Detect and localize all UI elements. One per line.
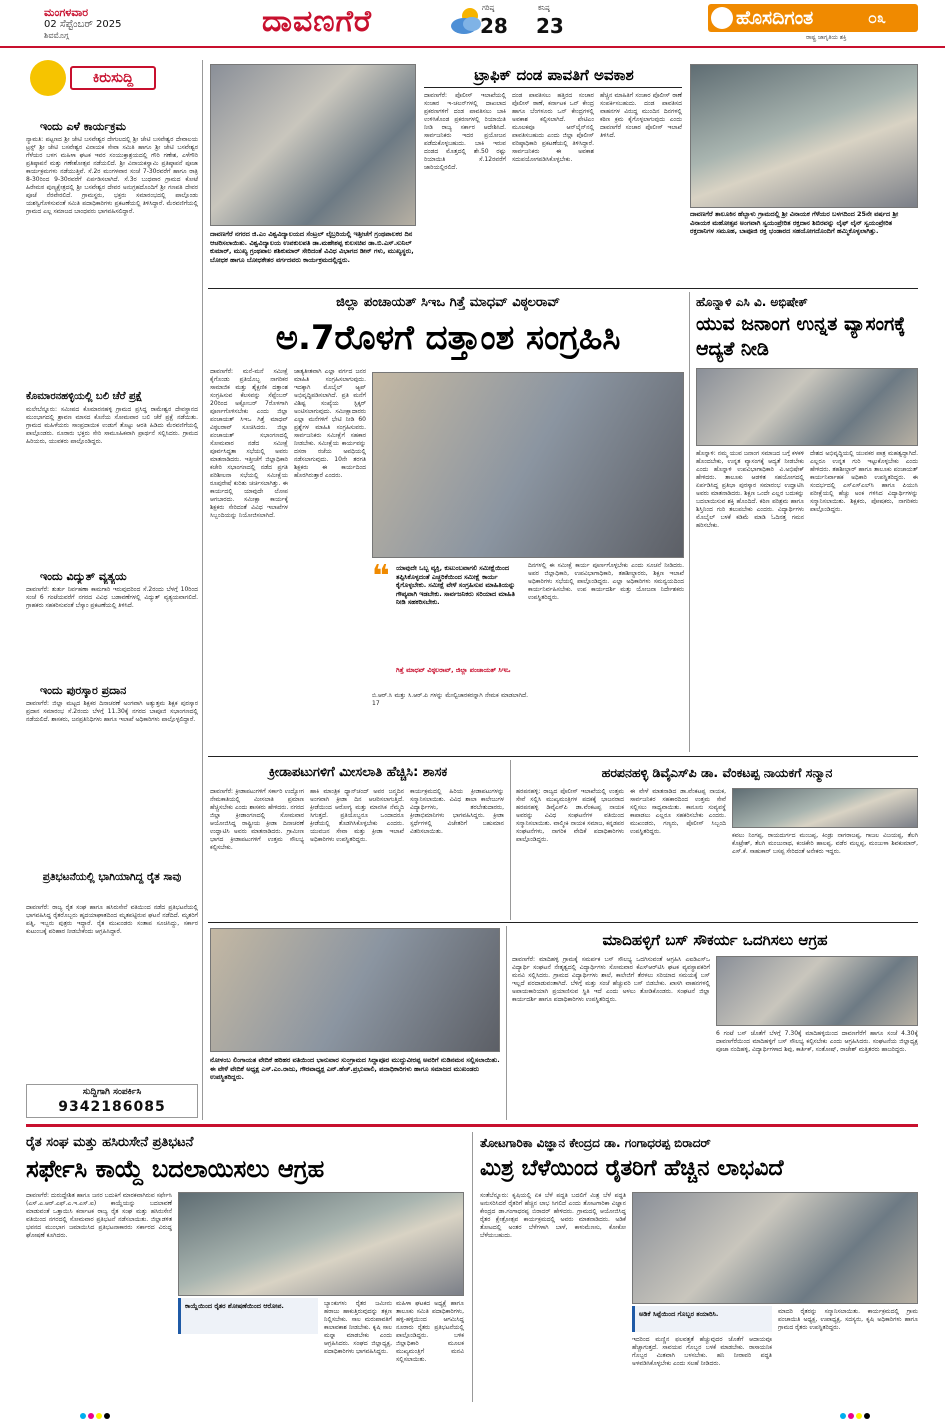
traffic-col-1: ದಾವಣಗೆರೆ: ಪೊಲೀಸ್ ಇಲಾಖೆಯಲ್ಲಿ ಸಂಚಾರ ಇ-ಚಲನ್‌ಗಳಲ್ಲಿ ದಾಖಲಾದ ಪ್ರಕರಣಗಳಿಗೆ ದಂಡ ಪಾವತಿಸಲು ಬಾಕಿ ಉಳಿಸಿಕೊಂಡ ಪ್ರಕರಣಗಳಲ್ಲಿ ರಿಯಾಯಿತಿ ನೀಡಿ ರಾಜ್ಯ ಸರ್ಕಾರ ಆದೇಶಿಸಿದೆ. ಸಾರ್ವಜನಿಕರು ಇದರ ಪ್ರಯೋಜನ ಪಡೆದುಕೊಳ್ಳಬಹುದು. ಬಾಕಿ ಇರುವ ದಂಡದ ಮೊತ್ತದಲ್ಲಿ ಶೇ.50 ರಷ್ಟು ರಿಯಾಯಿತಿ ಸೆ.12ರವರೆಗೆ ಜಾರಿಯಲ್ಲಿರಲಿದೆ.	[424, 92, 506, 171]
blood-donation-caption: ದಾವಣಗೆರೆ ತಾಲೂಕಿನ ಹೆಬ್ಬಾಳು ಗ್ರಾಮದಲ್ಲಿ ಶ್ರೀ ವಿನಾಯಕ ಗೆಳೆಯರ ಬಳಗದಿಂದ 25ನೇ ವರ್ಷದ ಶ್ರೀ ವಿನಾಯಕ ಮಹೋತ್ಸವ ಅಂಗವಾಗಿ ಸ್ವಯಂಪ್ರೇರಿತ ರಕ್ತದಾನ ಶಿಬಿರವನ್ನು ಲೈಫ್ ಲೈನ್ ಸ್ವಯಂಪ್ರೇರಿತ ರಕ್ತದಾನಿಗಳ ಸಮೂಹ, ಬಾಪೂಜಿ ರಕ್ತ ಭಂಡಾರದ ಸಹಯೋಗದೊಂದಿಗೆ ಹಮ್ಮಿಕೊಳ್ಳಲಾಗಿತ್ತು.	[690, 210, 899, 235]
sports-col-2: ಹಾಕಿ ಮಾಂತ್ರಿಕ ಧ್ಯಾನ್‌ಚಂದ್ ಅವರ ಜನ್ಮದಿನ ಅಂಗವಾಗಿ ಕ್ರೀಡಾ ದಿನ ಆಚರಿಸಲಾಗುತ್ತಿದೆ. ಕ್ರೀಡೆಯಿಂದ ಆರೋಗ್ಯ ಮತ್ತು ಮಾನಸಿಕ ನೆಮ್ಮದಿ ಸಿಗುತ್ತದೆ. ಪ್ರತಿಯೊಬ್ಬರೂ ಒಂದಾದರೂ ಕ್ರೀಡೆಯಲ್ಲಿ ತೊಡಗಿಸಿಕೊಳ್ಳಬೇಕು ಎಂದರು. ಯುವಜನ ಸೇವಾ ಮತ್ತು ಕ್ರೀಡಾ ಇಲಾಖೆ ಅಧಿಕಾರಿಗಳು ಉಪಸ್ಥಿತರಿದ್ದರು.	[310, 788, 404, 843]
sports-headline: ಕ್ರೀಡಾಪಟುಗಳಿಗೆ ಮೀಸಲಾತಿ ಹೆಚ್ಚಿಸಿ: ಶಾಸಕ	[268, 765, 448, 780]
lead-kicker: ಜಿಲ್ಲಾ ಪಂಚಾಯತ್ ಸಿಇಒ ಗಿತ್ತೆ ಮಾಧವ್ ವಿಠ್ಠಲರಾವ್	[336, 295, 560, 310]
brief-3-body: ದಾವಣಗೆರೆ: ತುರ್ತು ನಿರ್ವಹಣಾ ಕಾಮಗಾರಿ ಇರುವುದರಿಂದ ಸೆ.2ರಂದು ಬೆಳಗ್ಗೆ 10ರಿಂದ ಸಂಜೆ 6 ಗಂಟೆಯವರೆಗೆ ನಗರದ ವಿವಿಧ ಬಡಾವಣೆಗಳಲ್ಲಿ ವಿದ್ಯುತ್ ವ್ಯತ್ಯಯವಾಗಲಿದೆ. ಗ್ರಾಹಕರು ಸಹಕರಿಸುವಂತೆ ಬೆಸ್ಕಾಂ ಪ್ರಕಟಣೆಯಲ್ಲಿ ತಿಳಿಸಿದೆ.	[26, 586, 198, 609]
horticulture-photo	[632, 1192, 918, 1304]
edition-title: ದಾವಣಗೆರೆ	[262, 4, 372, 39]
lead-quote-author: ಗಿತ್ತೆ ಮಾಧವ್ ವಿಠ್ಠಲರಾವ್, ಜಿಲ್ಲಾ ಪಂಚಾಯತ್ ಸಿಇಒ	[396, 666, 511, 674]
lower-row-rule	[208, 922, 918, 923]
traffic-col-3: ಹೆಚ್ಚಿನ ಮಾಹಿತಿಗೆ ಸಂಚಾರ ಪೊಲೀಸ್ ಠಾಣೆ ಸಂಪರ್ಕಿಸಬಹುದು. ದಂಡ ಪಾವತಿಸದ ವಾಹನಗಳ ವಿರುದ್ಧ ಮುಂದಿನ ದಿನಗಳಲ್ಲಿ ಕಠಿಣ ಕ್ರಮ ಕೈಗೊಳ್ಳಲಾಗುವುದು ಎಂದು ದಾವಣಗೆರೆ ಸಂಚಾರ ಪೊಲೀಸ್ ಇಲಾಖೆ ತಿಳಿಸಿದೆ.	[600, 92, 682, 139]
horticulture-headline: ಮಿಶ್ರ ಬೆಳೆಯಿಂದ ರೈತರಿಗೆ ಹೆಚ್ಚಿನ ಲಾಭವಿದೆ	[480, 1156, 784, 1181]
lead-meeting-photo	[372, 372, 684, 558]
brief-2-head: ಕೊಮಾರನಹಳ್ಳಿಯಲ್ಲಿ ಬಲಿ ಚೆರೆ ಪ್ರಕ್ಷೆ	[26, 391, 143, 402]
honnali-headline: ಯುವ ಜನಾಂಗ ಉನ್ನತ ವ್ಯಾಸಂಗಕ್ಕೆ ಆದ್ಯತೆ ನೀಡಿ	[696, 313, 906, 360]
horticulture-col-3: ಮಾದರಿ ರೈತರನ್ನು ಸನ್ಮಾನಿಸಲಾಯಿತು. ಕಾರ್ಯಕ್ರಮದಲ್ಲಿ ಗ್ರಾಮ ಪಂಚಾಯಿತಿ ಅಧ್ಯಕ್ಷ, ಉಪಾಧ್ಯಕ್ಷ, ಸದಸ್ಯರು, ಕೃಷಿ ಅಧಿಕಾರಿಗಳು ಹಾಗೂ ಗ್ರಾಮದ ರೈತರು ಉಪಸ್ಥಿತರಿದ್ದರು.	[778, 1308, 918, 1331]
farmers-kicker: ರೈತ ಸಂಘ ಮತ್ತು ಹಸಿರುಸೇನೆ ಪ್ರತಿಭಟನೆ	[26, 1135, 194, 1150]
harapanahalli-photo	[732, 788, 918, 828]
contact-phone: 9342186085	[58, 1099, 166, 1115]
bus-caption: 6 ಗಂಟೆ ಬಸ್ ಜೊತೆಗೆ ಬೆಳಗ್ಗೆ 7.30ಕ್ಕೆ ಮಾದಿಹಳ್ಳಿಯಿಂದ ದಾವಣಗೆರೆಗೆ ಹಾಗೂ ಸಂಜೆ 4.30ಕ್ಕೆ ದಾವಣಗೆರೆಯಿಂದ ಮಾದಿಹಳ್ಳಿಗೆ ಬಸ್ ಸೌಲಭ್ಯ ಕಲ್ಪಿಸಬೇಕು ಎಂದು ಆಗ್ರಹಿಸಿದರು. ಸಂಘಟನೆಯ ಜಿಲ್ಲಾಧ್ಯಕ್ಷ ಪೂಜಾ ನಂದಿಹಳ್ಳಿ, ವಿದ್ಯಾರ್ಥಿಗಳಾದ ಶಿವು, ಕಾರ್ತಿಕ್, ಸಂತೋಷ್, ರಾಜೇಶ್ ಮತ್ತಿತರರು ಹಾಜರಿದ್ದರು.	[716, 1030, 918, 1053]
bottom-divider	[472, 1132, 473, 1402]
min-temp-label: ಕನಿಷ್ಠ	[538, 4, 550, 12]
horticulture-photo-label-text: ಅಡಿಕೆ ಸಿಪ್ಪೆಯಿಂದ ಗೊಬ್ಬರ ತಯಾರಿಸಿ.	[639, 1310, 719, 1318]
traffic-rule	[424, 87, 682, 88]
masthead	[0, 0, 945, 48]
lead-tail: ಬಿ.ಆರ್.ಸಿ ಮತ್ತು ಸಿ.ಆರ್.ಪಿ ಗಳನ್ನು ಮೇಲ್ವಿಚಾರಕರನ್ನಾಗಿ ನೇಮಕ ಮಾಡಲಾಗಿದೆ. 17	[372, 692, 528, 707]
paper-name: ಹೊಸದಿಗಂತ	[736, 7, 814, 29]
brief-5-head: ಪ್ರತಿಭಟನೆಯಲ್ಲಿ ಭಾಗಿಯಾಗಿದ್ದ ರೈತ ಸಾವು	[42, 871, 182, 883]
harapanahalli-col-1: ಹರಪನಹಳ್ಳಿ: ರಾಜ್ಯದ ಪೊಲೀಸ್ ಇಲಾಖೆಯಲ್ಲಿ ಉತ್ತಮ ಸೇವೆ ಸಲ್ಲಿಸಿ ಮುಖ್ಯಮಂತ್ರಿಗಳ ಪದಕಕ್ಕೆ ಭಾಜನರಾದ ಹರಪನಹಳ್ಳಿ ಡಿವೈಎಸ್‌ಪಿ ಡಾ.ವೆಂಕಟಪ್ಪ ನಾಯಕ ಅವರನ್ನು ವಿವಿಧ ಸಂಘಟನೆಗಳ ವತಿಯಿಂದ ಸನ್ಮಾನಿಸಲಾಯಿತು. ವಾಲ್ಮೀಕಿ ನಾಯಕ ಸಮಾಜ, ಕನ್ನಡಪರ ಸಂಘಟನೆಗಳು, ನಾಗರಿಕ ವೇದಿಕೆ ಪದಾಧಿಕಾರಿಗಳು ಪಾಲ್ಗೊಂಡಿದ್ದರು.	[516, 788, 624, 843]
traffic-headline: ಟ್ರಾಫಿಕ್ ದಂಡ ಪಾವತಿಗೆ ಅವಕಾಶ	[474, 66, 634, 84]
brief-4-body: ದಾವಣಗೆರೆ: ಜಿಲ್ಲಾ ಮಟ್ಟದ ಶಿಕ್ಷಕರ ದಿನಾಚರಣೆ ಅಂಗವಾಗಿ ಅತ್ಯುತ್ತಮ ಶಿಕ್ಷಕ ಪುರಸ್ಕಾರ ಪ್ರದಾನ ಸಮಾರಂಭ ಸೆ.2ರಂದು ಬೆಳಗ್ಗೆ 11.30ಕ್ಕೆ ನಗರದ ಬಾಪೂಜಿ ಸಭಾಂಗಣದಲ್ಲಿ ನಡೆಯಲಿದೆ. ಶಾಸಕರು, ಜನಪ್ರತಿನಿಧಿಗಳು ಹಾಗೂ ಇಲಾಖೆ ಅಧಿಕಾರಿಗಳು ಪಾಲ್ಗೊಳ್ಳಲಿದ್ದಾರೆ.	[26, 700, 198, 723]
lead-headline: ಅ.7ರೊಳಗೆ ದತ್ತಾಂಶ ಸಂಗ್ರಹಿಸಿ	[275, 318, 621, 358]
sidebar-briefs	[26, 58, 198, 1118]
harapanahalli-col-3: ಕವಲು ನಿಂಗಪ್ಪ, ರಾಯದುರ್ಗದ ಮಂಜಪ್ಪ, ಕಿಂಡ್ರು ನಾಗರಾಜಪ್ಪ, ಗಾಜಲ ವಿಜಯಪ್ಪ, ತೆಲಗಿ ಕೊಟ್ರೇಶ್, ತೆಲಗಿ ಮಂಜುನಾಥ, ಕಂಚಿಕೇರಿ ಹಾಲಪ್ಪ, ವಡೆರ ಮಲ್ಲಪ್ಪ, ಮಂಜುಳಾ ಶಿವಕುಮಾರ್, ಎಸ್.ಕೆ. ಸಾಹುಕಾರ್ ಬಸಪ್ಪ ಸೇರಿದಂತೆ ಅನೇಕರು ಇದ್ದರು.	[732, 832, 918, 855]
blood-donation-photo	[690, 64, 918, 208]
logo-emblem-icon	[711, 7, 733, 29]
mid-row-rule	[208, 756, 918, 757]
bus-body: ದಾವಣಗೆರೆ: ಮಾದಿಹಳ್ಳಿ ಗ್ರಾಮಕ್ಕೆ ಸಮರ್ಪಕ ಬಸ್ ಸೌಲಭ್ಯ ಒದಗಿಸುವಂತೆ ಆಗ್ರಹಿಸಿ ಎಐಡಿಎಸ್ಒ ವಿದ್ಯಾರ್ಥಿ ಸಂಘಟನೆ ನೇತೃತ್ವದಲ್ಲಿ ವಿದ್ಯಾರ್ಥಿಗಳು ಸೋಮವಾರ ಕೆಎಸ್ಆರ್‌ಟಿಸಿ ಘಟಕ ವ್ಯವಸ್ಥಾಪಕರಿಗೆ ಮನವಿ ಸಲ್ಲಿಸಿದರು. ಗ್ರಾಮದ ವಿದ್ಯಾರ್ಥಿಗಳು ಶಾಲೆ, ಕಾಲೇಜಿಗೆ ತೆರಳಲು ಸರಿಯಾದ ಸಮಯಕ್ಕೆ ಬಸ್ ಇಲ್ಲದೆ ಪರದಾಡುವಂತಾಗಿದೆ. ಬೆಳಿಗ್ಗೆ ಮತ್ತು ಸಂಜೆ ಹೆಚ್ಚುವರಿ ಬಸ್ ಬಿಡಬೇಕು. ಖಾಸಗಿ ವಾಹನಗಳಲ್ಲಿ ಅಪಾಯಕಾರಿಯಾಗಿ ಪ್ರಯಾಣಿಸುವ ಸ್ಥಿತಿ ಇದೆ ಎಂದು ಅಳಲು ತೋಡಿಕೊಂಡರು. ಸಂಘಟನೆ ಜಿಲ್ಲಾ ಕಾರ್ಯದರ್ಶಿ ಹಾಗೂ ಪದಾಧಿಕಾರಿಗಳು ಉಪಸ್ಥಿತರಿದ್ದರು.	[512, 956, 710, 1003]
brief-4-head: ಇಂದು ಪುರಸ್ಕಾರ ಪ್ರದಾನ	[40, 684, 127, 697]
bus-headline: ಮಾದಿಹಳ್ಳಿಗೆ ಬಸ್ ಸೌಕರ್ಯ ಒದಗಿಸಲು ಆಗ್ರಹ	[602, 931, 828, 949]
contact-box	[26, 1084, 198, 1118]
library-day-caption: ದಾವಣಗೆರೆ ನಗರದ ಜಿ.ಎಂ ವಿಶ್ವವಿದ್ಯಾಲಯದ ಸೆಂಟ್ರಲ್ ಲೈಬ್ರರಿಯಲ್ಲಿ ಇತ್ತೀಚೆಗೆ ಗ್ರಂಥಪಾಲಕರ ದಿನ ಆಚರಿಸಲಾಯಿತು. ವಿಶ್ವವಿದ್ಯಾಲಯ ಉಪಕುಲಪತಿ ಡಾ.ಮಹೇಶಪ್ಪ ಕುಲಸಚಿವ ಡಾ.ಬಿ.ಎಸ್.ಸುನಿಲ್ ಕುಮಾರ್, ಮುಖ್ಯ ಗ್ರಂಥಪಾಲ ಶಶಿಕುಮಾರ್ ಸೇರಿದಂತೆ ವಿವಿಧ ವಿಭಾಗದ ಡೀನ್ ಗಳು, ಮುಖ್ಯಸ್ಥರು, ಬೋಧಕ ಹಾಗೂ ಬೋಧಕೇತರ ವರ್ಗದವರು ಕಾರ್ಯಕ್ರಮದಲ್ಲಿದ್ದರು.	[210, 230, 414, 264]
farmers-col-2: ಬ್ಯಾಂಕುಗಳು ರೈತರ ಜಮೀನು ಹರಾಜು ಹಾಕುತ್ತಿರುವುದನ್ನು ತಕ್ಷಣ ನಿಲ್ಲಿಸಬೇಕು. ಸಾಲ ಮರುಪಾವತಿಗೆ ಕಾಲಾವಕಾಶ ನೀಡಬೇಕು. ಕೃಷಿ ಸಾಲ ಮನ್ನಾ ಮಾಡಬೇಕು ಎಂದು ಆಗ್ರಹಿಸಿದರು. ಸಂಘದ ಜಿಲ್ಲಾಧ್ಯಕ್ಷ, ಪದಾಧಿಕಾರಿಗಳು ಭಾಗವಹಿಸಿದ್ದರು.	[324, 1300, 392, 1355]
farmers-col-1: ದಾವಣಗೆರೆ: ದುರುದ್ದೇಶಿತ ಹಾಗೂ ಜನರ ಬದುಕಿಗೆ ಮಾರಕವಾಗಿರುವ ಸರ್ಫೇಸಿ (ಎಸ್.ಎ.ಆರ್.ಎಫ್.ಎ.ಇ.ಎಸ್.ಐ) ಕಾಯ್ದೆಯನ್ನು ಬದಲಾವಣೆ ಮಾಡುವಂತೆ ಒತ್ತಾಯಿಸಿ ಕರ್ನಾಟಕ ರಾಜ್ಯ ರೈತ ಸಂಘ ಮತ್ತು ಹಸಿರುಸೇನೆ ವತಿಯಿಂದ ನಗರದಲ್ಲಿ ಸೋಮವಾರ ಪ್ರತಿಭಟನೆ ನಡೆಸಲಾಯಿತು. ಜಿಲ್ಲಾಡಳಿತ ಭವನದ ಮುಂಭಾಗ ಜಮಾಯಿಸಿದ ಪ್ರತಿಭಟನಾಕಾರರು ಸರ್ಕಾರದ ವಿರುದ್ಧ ಘೋಷಣೆ ಕೂಗಿದರು.	[26, 1192, 172, 1239]
honnali-photo	[696, 368, 918, 446]
lead-col-2: ಜಾತ್ಯತೀತವಾಗಿ ಎಲ್ಲಾ ವರ್ಗದ ಜನರ ಮಾಹಿತಿ ಸಂಗ್ರಹಿಸಲಾಗುವುದು. ಇದಕ್ಕಾಗಿ ಮೊಬೈಲ್ ಆ್ಯಪ್ ಅಭಿವೃದ್ಧಿಪಡಿಸಲಾಗಿದೆ. ಪ್ರತಿ ಮನೆಗೆ ವಿಶಿಷ್ಟ ಸಂಖ್ಯೆಯ ಸ್ಟಿಕ್ಕರ್ ಅಂಟಿಸಲಾಗುವುದು. ಸಮೀಕ್ಷಾದಾರರು ಎಲ್ಲಾ ಮನೆಗಳಿಗೆ ಭೇಟಿ ನೀಡಿ 60 ಪ್ರಶ್ನೆಗಳ ಮಾಹಿತಿ ಸಂಗ್ರಹಿಸುವರು. ಸಾರ್ವಜನಿಕರು ಸಮೀಕ್ಷೆಗೆ ಸಹಕಾರ ನೀಡಬೇಕು. ಸಮೀಕ್ಷೆಯ ಕಾರ್ಯವನ್ನು ದಸರಾ ರಜೆಯ ಅವಧಿಯಲ್ಲಿ ನಡೆಸಲಾಗುವುದು. 10ನೇ ತರಗತಿ ಶಿಕ್ಷಕರು ಈ ಕಾರ್ಯದಿಂದ ಹೊರಗಿರುತ್ತಾರೆ ಎಂದರು.	[294, 368, 366, 479]
harapanahalli-col-2: ಈ ವೇಳೆ ಮಾತನಾಡಿದ ಡಾ.ವೆಂಕಟಪ್ಪ ನಾಯಕ, ಸಾರ್ವಜನಿಕರ ಸಹಕಾರದಿಂದ ಉತ್ತಮ ಸೇವೆ ಸಲ್ಲಿಸಲು ಸಾಧ್ಯವಾಯಿತು. ಕಾನೂನು ಸುವ್ಯವಸ್ಥೆ ಕಾಪಾಡಲು ಎಲ್ಲರೂ ಸಹಕರಿಸಬೇಕು ಎಂದರು. ಮುಖಂಡರು, ಗಣ್ಯರು, ಪೊಲೀಸ್ ಸಿಬ್ಬಂದಿ ಉಪಸ್ಥಿತರಿದ್ದರು.	[630, 788, 726, 835]
sports-col-3: ಕಾರ್ಯಕ್ರಮದಲ್ಲಿ ಹಿರಿಯ ಕ್ರೀಡಾಪಟುಗಳನ್ನು ಸನ್ಮಾನಿಸಲಾಯಿತು. ವಿವಿಧ ಶಾಲಾ ಕಾಲೇಜುಗಳ ವಿದ್ಯಾರ್ಥಿಗಳು, ತರಬೇತುದಾರರು, ಕ್ರೀಡಾಭಿಮಾನಿಗಳು ಭಾಗವಹಿಸಿದ್ದರು. ಕ್ರೀಡಾ ಸ್ಪರ್ಧೆಗಳಲ್ಲಿ ವಿಜೇತರಿಗೆ ಬಹುಮಾನ ವಿತರಿಸಲಾಯಿತು.	[410, 788, 504, 835]
masthead-rule	[0, 46, 945, 48]
honnali-col-1: ಹೊನ್ನಾಳಿ: ನಮ್ಮ ಯುವ ಜನಾಂಗ ಸಮಾಜದ ಬಗ್ಗೆ ಕಳಕಳಿ ಹೊಂದಬೇಕು, ಉನ್ನತ ವ್ಯಾಸಂಗಕ್ಕೆ ಆದ್ಯತೆ ನೀಡಬೇಕು ಎಂದು ಹೊನ್ನಾಳಿ ಉಪವಿಭಾಗಾಧಿಕಾರಿ ವಿ.ಅಭಿಷೇಕ್ ಹೇಳಿದರು. ತಾಲೂಕು ಆಡಳಿತ ಸಹಯೋಗದಲ್ಲಿ ಏರ್ಪಡಿಸಿದ್ದ ಪ್ರತಿಭಾ ಪುರಸ್ಕಾರ ಸಮಾರಂಭ ಉದ್ಘಾಟಿಸಿ ಅವರು ಮಾತನಾಡಿದರು. ಶಿಕ್ಷಣ ಒಂದೇ ಎಲ್ಲರ ಬದುಕನ್ನು ಬದಲಾಯಿಸುವ ಶಕ್ತಿ ಹೊಂದಿದೆ. ಕಠಿಣ ಪರಿಶ್ರಮ ಹಾಗೂ ಶಿಸ್ತಿನಿಂದ ಗುರಿ ತಲುಪಬೇಕು ಎಂದರು. ವಿದ್ಯಾರ್ಥಿಗಳು ಮೊಬೈಲ್ ಬಳಕೆ ಕಡಿಮೆ ಮಾಡಿ ಓದಿನತ್ತ ಗಮನ ಹರಿಸಬೇಕು.	[696, 450, 804, 529]
masthead-city: ಶಿವಮೊಗ್ಗ	[44, 31, 69, 40]
brief-5-body: ದಾವಣಗೆರೆ: ರಾಜ್ಯ ರೈತ ಸಂಘ ಹಾಗೂ ಹಸಿರುಸೇನೆ ವತಿಯಿಂದ ನಡೆದ ಪ್ರತಿಭಟನೆಯಲ್ಲಿ ಭಾಗವಹಿಸಿದ್ದ ರೈತರೊಬ್ಬರು ಹೃದಯಾಘಾತದಿಂದ ಮೃತಪಟ್ಟಿರುವ ಘಟನೆ ನಡೆದಿದೆ. ಮೃತರಿಗೆ ಪತ್ನಿ, ಇಬ್ಬರು ಪುತ್ರರು ಇದ್ದಾರೆ. ರೈತ ಮುಖಂಡರು ಸಂತಾಪ ಸೂಚಿಸಿದ್ದು, ಸರ್ಕಾರ ಕುಟುಂಬಕ್ಕೆ ಪರಿಹಾರ ನೀಡಬೇಕೆಂದು ಆಗ್ರಹಿಸಿದ್ದಾರೆ.	[26, 904, 198, 935]
honnali-col-2: ದೇಶದ ಅಭಿವೃದ್ಧಿಯಲ್ಲಿ ಯುವಕರ ಪಾತ್ರ ಮಹತ್ವದ್ದಾಗಿದೆ. ಎಲ್ಲರೂ ಉನ್ನತ ಗುರಿ ಇಟ್ಟುಕೊಳ್ಳಬೇಕು ಎಂದು ಹೇಳಿದರು. ತಹಶೀಲ್ದಾರ್ ಹಾಗೂ ತಾಲೂಕು ಪಂಚಾಯತ್ ಕಾರ್ಯನಿರ್ವಾಹಕ ಅಧಿಕಾರಿ ಉಪಸ್ಥಿತರಿದ್ದರು. ಈ ಸಂದರ್ಭದಲ್ಲಿ ಎಸ್ಎಸ್ಎಲ್‌ಸಿ ಹಾಗೂ ಪಿಯುಸಿ ಪರೀಕ್ಷೆಯಲ್ಲಿ ಹೆಚ್ಚು ಅಂಕ ಗಳಿಸಿದ ವಿದ್ಯಾರ್ಥಿಗಳನ್ನು ಸನ್ಮಾನಿಸಲಾಯಿತು. ಶಿಕ್ಷಕರು, ಪೋಷಕರು, ನಾಗರಿಕರು ಪಾಲ್ಗೊಂಡಿದ್ದರು.	[810, 450, 918, 513]
print-registration-marks	[80, 1404, 120, 1412]
masthead-day: ಮಂಗಳವಾರ	[44, 6, 89, 19]
brief-1-body: ನ್ಯಾಮತಿ: ಪಟ್ಟಣದ ಶ್ರೀ ಜೇಟಿ ಬಸವೇಶ್ವರ ದೇಗುಲದಲ್ಲಿ ಶ್ರೀ ಜೇಟಿ ಬಸವೇಶ್ವರ ದೇವಾಲಯ ಟ್ರಸ್ಟ್ ಶ್ರೀ ಜೇಟಿ ಬಸವೇಶ್ವರ ವಿನಾಯಕ ಸೇವಾ ಸಮಿತಿ ಹಾಗೂ ಶ್ರೀ ಜೇಟಿ ಬಸವೇಶ್ವರ ಗೆಳೆಯರ ಬಳಗ ಮಹಿಳಾ ಘಟಕ ಇವರ ಸಂಯುಕ್ತಾಶ್ರಯದಲ್ಲಿ ಗೌರಿ ಗಣೇಶ, ಎಳೆಗೌರಿ ಪ್ರತಿಷ್ಠಾಪನೆ ಮತ್ತು ಗಣೇಶೋತ್ಸವ ನಡೆಯಲಿದೆ. ಶ್ರೀ ವಿನಾಯಕಸ್ವಾಮಿ ಪ್ರತಿಷ್ಠಾಪನೆ ಪೂಜಾ ಕಾರ್ಯಕ್ರಮಗಳು ನಡೆಯುತ್ತಿವೆ. ಸೆ.2ರ ಮಂಗಳವಾರ ಸಂಜೆ 7-30ರವರೆಗೆ ಹಾಗೂ ರಾತ್ರಿ 8-30ರಿಂದ 9-30ರವರೆಗೆ ಏರ್ಪಡಿಸಲಾಗಿದೆ. ಸೆ.3ರ ಬುಧವಾರ ಗ್ರಾಮದ ಕೋಟೆ ಹಿರೇಮಠ ಪುಣ್ಯಕ್ಷೇತ್ರದಲ್ಲಿ ಶ್ರೀ ಬಸವೇಶ್ವರ ದೇವರ ಅನುಗ್ರಹದೊಂದಿಗೆ ಶ್ರೀ ಗಣಪತಿ ದೇವರ ಪೂಜೆ ನೆರವೇರಲಿದೆ. ಗ್ರಾಮಸ್ಥರು, ಭಕ್ತರು ಸಮಾರಂಭದಲ್ಲಿ ಪಾಲ್ಗೊಂಡು ಯಶಸ್ವಿಗೊಳಿಸುವಂತೆ ಸಮಿತಿ ಪದಾಧಿಕಾರಿಗಳು ಪ್ರಕಟಣೆಯಲ್ಲಿ ತಿಳಿಸಿದ್ದಾರೆ. ಮೆರವಣಿಗೆಯಲ್ಲಿ ಗ್ರಾಮದ ಎಲ್ಲ ಸಮಾಜದ ಬಾಂಧವರು ಭಾಗವಹಿಸಲಿದ್ದಾರೆ.	[26, 136, 198, 215]
harapanahalli-headline: ಹರಪನಹಳ್ಳಿ ಡಿವೈಎಸ್‌ಪಿ ಡಾ. ವೆಂಕಟಪ್ಪ ನಾಯಕಗೆ ಸನ್ಮಾನ	[601, 765, 833, 780]
lead-col-3: ದಿನಗಳಲ್ಲಿ ಈ ಸಮೀಕ್ಷೆ ಕಾರ್ಯ ಪೂರ್ಣಗೊಳ್ಳಬೇಕು ಎಂದು ಸೂಚನೆ ನೀಡಿದರು. ಅಪರ ಜಿಲ್ಲಾಧಿಕಾರಿ, ಉಪವಿಭಾಗಾಧಿಕಾರಿ, ತಹಶೀಲ್ದಾರರು, ಶಿಕ್ಷಣ ಇಲಾಖೆ ಅಧಿಕಾರಿಗಳು ಸಭೆಯಲ್ಲಿ ಪಾಲ್ಗೊಂಡಿದ್ದರು. ಎಲ್ಲಾ ಅಧಿಕಾರಿಗಳು ಸಮನ್ವಯದಿಂದ ಕಾರ್ಯನಿರ್ವಹಿಸಬೇಕು. ಉಪ ಕಾರ್ಯದರ್ಶಿ ಮತ್ತು ಯೋಜನಾ ನಿರ್ದೇಶಕರು ಉಪಸ್ಥಿತರಿದ್ದರು.	[528, 562, 684, 601]
sports-divider	[510, 760, 511, 920]
bus-divider	[506, 926, 507, 1120]
paper-logo	[708, 4, 918, 32]
brief-2-body: ಮಲೇಬೆನ್ನೂರು: ಸಮೀಪದ ಕೊಮಾರನಹಳ್ಳಿ ಗ್ರಾಮದ ಪ್ರಸಿದ್ಧ ರಾಮೇಶ್ವರ ದೇವಸ್ಥಾನದ ಮುಂಭಾಗದಲ್ಲಿ ಶ್ರಾವಣ ಮಾಸದ ಕೊನೆಯ ಸೋಮವಾರ ಬಲಿ ಚೆರೆ ಪ್ರಕ್ಷೆ ನಡೆಯಿತು. ಗ್ರಾಮದ ಮಹಿಳೆಯರು ಸಾಂಪ್ರದಾಯಿಕ ಉಡುಗೆ ತೊಟ್ಟು ಆರತಿ ಹಿಡಿದು ಮೆರವಣಿಗೆಯಲ್ಲಿ ಪಾಲ್ಗೊಂಡರು. ನೂರಾರು ಭಕ್ತರು ಸೇರಿ ಸಾಮೂಹಿಕವಾಗಿ ಪ್ರಾರ್ಥನೆ ಸಲ್ಲಿಸಿದರು. ಗ್ರಾಮದ ಹಿರಿಯರು, ಯುವಕರು ಪಾಲ್ಗೊಂಡಿದ್ದರು.	[26, 406, 198, 445]
sidebar-divider	[202, 60, 203, 1120]
brief-1-head: ಇಂದು ಎಳೆ ಕಾರ್ಯಕ್ರಮ	[40, 120, 126, 133]
masthead-date: 02 ಸೆಪ್ಟೆಂಬರ್ 2025	[44, 19, 122, 30]
min-temp-value: 23	[536, 14, 564, 38]
print-registration-marks-right	[840, 1404, 880, 1412]
lead-quote-text: ಯಾವುದೇ ಒಬ್ಬ ವ್ಯಕ್ತಿ, ಕುಟುಂಬವಾಗಲಿ ಸಮೀಕ್ಷೆಯಿಂದ ತಪ್ಪಿಸಿಕೊಳ್ಳದಂತೆ ಎಚ್ಚರಿಕೆಯಿಂದ ಸಮೀಕ್ಷೆ ಕಾರ್ಯ ಕೈಗೊಳ್ಳಬೇಕು. ಸಮೀಕ್ಷೆ ವೇಳೆ ಸಂಗ್ರಹಿಸುವ ಮಾಹಿತಿಯನ್ನು ಗೌಪ್ಯವಾಗಿ ಇಡಬೇಕು. ಸಾರ್ವಜನಿಕರು ಸರಿಯಾದ ಮಾಹಿತಿ ನೀಡಿ ಸಹಕರಿಸಬೇಕು.	[396, 564, 516, 606]
max-temp-label: ಗರಿಷ್ಠ	[482, 4, 495, 12]
nolamba-tribute-caption: ನೋಳಂಬ ಲಿಂಗಾಯತ ವೇದಿಕೆ ಹರಿಹರ ವತಿಯಿಂದ ಭಾನುವಾರ ಸುಂಗ್ರಾಮದ ಸಿದ್ದಾಪೂರ ಮುದ್ದುವೀರಪ್ಪ ಅವರಿಗೆ ನುಡಿನಮನ ಸಲ್ಲಿಸಲಾಯಿತು. ಈ ವೇಳೆ ವೇದಿಕೆ ಅಧ್ಯಕ್ಷ ಎಸ್.ಎಂ.ರಾಜು, ಗೌರವಾಧ್ಯಕ್ಷ ಎನ್.ಹೆಚ್.ಪ್ರಭುವಾಲಿ, ಪದಾಧಿಕಾರಿಗಳು ಹಾಗೂ ಸಮಾಜದ ಮುಖಂಡರು ಉಪಸ್ಥಿತರಿದ್ದರು.	[210, 1056, 500, 1081]
contact-label: ಸುದ್ದಿಗಾಗಿ ಸಂಪರ್ಕಿಸಿ	[82, 1087, 142, 1097]
weather-cloud-icon	[448, 4, 484, 38]
farmers-protest-photo	[178, 1192, 464, 1296]
farmers-col-3: ಮಹಿಳಾ ಘಟಕದ ಅಧ್ಯಕ್ಷೆ ಹಾಗೂ ತಾಲೂಕು ಸಮಿತಿ ಪದಾಧಿಕಾರಿಗಳು, ಹಳ್ಳಿ-ಹಳ್ಳಿಯಿಂದ ಆಗಮಿಸಿದ್ದ ನೂರಾರು ರೈತರು ಪ್ರತಿಭಟನೆಯಲ್ಲಿ ಪಾಲ್ಗೊಂಡಿದ್ದರು. ಬಳಿಕ ಜಿಲ್ಲಾಧಿಕಾರಿ ಮೂಲಕ ಮುಖ್ಯಮಂತ್ರಿಗೆ ಮನವಿ ಸಲ್ಲಿಸಲಾಯಿತು.	[396, 1300, 464, 1363]
masthead-dateblock	[44, 6, 184, 41]
brief-badge-label: ಕಿರುಸುದ್ದಿ	[70, 66, 156, 90]
brief-badge	[26, 58, 156, 98]
lead-divider	[689, 292, 690, 752]
lead-col-1: ದಾವಣಗೆರೆ: ಮನೆ-ಮನೆ ಸಮೀಕ್ಷೆ ಕೈಗೊಂಡು ಪ್ರತಿಯೊಬ್ಬ ನಾಗರಿಕರ ಸಾಮಾಜಿಕ ಮತ್ತು ಶೈಕ್ಷಣಿಕ ದತ್ತಾಂಶ ಸಂಗ್ರಹಿಸುವ ಕೆಲಸವನ್ನು ಸೆಪ್ಟೆಂಬರ್ 20ರಿಂದ ಅಕ್ಟೋಬರ್ 7ರೊಳಗಾಗಿ ಪೂರ್ಣಗೊಳಿಸಬೇಕು ಎಂದು ಜಿಲ್ಲಾ ಪಂಚಾಯತ್ ಸಿಇಒ ಗಿತ್ತೆ ಮಾಧವ್ ವಿಠ್ಠಲರಾವ್ ಸೂಚಿಸಿದರು. ಜಿಲ್ಲಾ ಪಂಚಾಯತ್ ಸಭಾಂಗಣದಲ್ಲಿ ಸೋಮವಾರ ನಡೆದ ಸಮೀಕ್ಷೆ ಪೂರ್ವಸಿದ್ಧತಾ ಸಭೆಯಲ್ಲಿ ಅವರು ಮಾತನಾಡಿದರು. ಇತ್ತೀಚೆಗೆ ಜಿಲ್ಲಾಧಿಕಾರಿ ಕಚೇರಿ ಸಭಾಂಗಣದಲ್ಲಿ ನಡೆದ ಪ್ರಗತಿ ಪರಿಶೀಲನಾ ಸಭೆಯಲ್ಲಿ ಸಮೀಕ್ಷೆಯ ರೂಪುರೇಷೆ ಕುರಿತು ಚರ್ಚಿಸಲಾಗಿತ್ತು. ಈ ಕಾರ್ಯದಲ್ಲಿ ಯಾವುದೇ ಲೋಪ ಆಗಬಾರದು. ಸಮೀಕ್ಷಾ ಕಾರ್ಯಕ್ಕೆ ಶಿಕ್ಷಕರು ಸೇರಿದಂತೆ ವಿವಿಧ ಇಲಾಖೆಗಳ ಸಿಬ್ಬಂದಿಯನ್ನು ನಿಯೋಜಿಸಲಾಗಿದೆ.	[210, 368, 288, 519]
honnali-kicker: ಹೊನ್ನಾಳಿ ಎಸಿ ವಿ. ಅಭಿಷೇಕ್	[696, 295, 808, 309]
nolamba-tribute-photo	[210, 928, 500, 1052]
brief-3-head: ಇಂದು ವಿದ್ಯುತ್ ವ್ಯತ್ಯಯ	[40, 570, 127, 583]
horticulture-photo-label	[632, 1306, 772, 1332]
horticulture-col-1: ಸಂತೆಬೆನ್ನೂರು: ಕೃಷಿಯಲ್ಲಿ ಏಕ ಬೆಳೆ ಪದ್ಧತಿ ಬದಲಿಗೆ ಮಿಶ್ರ ಬೆಳೆ ಪದ್ಧತಿ ಅನುಸರಿಸಿದರೆ ರೈತರಿಗೆ ಹೆಚ್ಚಿನ ಲಾಭ ಸಿಗಲಿದೆ ಎಂದು ತೋಟಗಾರಿಕಾ ವಿಜ್ಞಾನ ಕೇಂದ್ರದ ಡಾ.ಗಂಗಾಧರಪ್ಪ ಬಿರಾದರ್ ಹೇಳಿದರು. ಗ್ರಾಮದಲ್ಲಿ ಆಯೋಜಿಸಿದ್ದ ರೈತರ ಕ್ಷೇತ್ರೋತ್ಸವ ಕಾರ್ಯಕ್ರಮದಲ್ಲಿ ಅವರು ಮಾತನಾಡಿದರು. ಅಡಿಕೆ ತೋಟದಲ್ಲಿ ಅಂತರ ಬೆಳೆಗಳಾಗಿ ಬಾಳೆ, ಕಾಳುಮೆಣಸು, ಕೋಕೋ ಬೆಳೆಯಬಹುದು.	[480, 1192, 626, 1239]
paper-tagline: ರಾಷ್ಟ್ರ ಜಾಗೃತಿಯ ಶಕ್ತಿ	[806, 34, 847, 41]
farmers-photo-label	[178, 1298, 318, 1334]
quote-mark-icon: ❝	[372, 559, 390, 594]
top-row-rule	[208, 288, 918, 289]
farmers-photo-label-text: ಕಾಯ್ದೆಯಿಂದ ರೈತರ ಶೋಷಣೆಯಿಂದ ಆರೋಪ.	[185, 1302, 284, 1310]
megaphone-icon	[30, 60, 66, 96]
bottom-row-rule	[26, 1124, 918, 1127]
lead-quote-box	[372, 559, 522, 690]
horticulture-col-2: ಇದರಿಂದ ಮಣ್ಣಿನ ಫಲವತ್ತತೆ ಹೆಚ್ಚುವುದರ ಜೊತೆಗೆ ಆದಾಯವೂ ಹೆಚ್ಚಾಗುತ್ತದೆ. ಸಾವಯವ ಗೊಬ್ಬರ ಬಳಕೆ ಮಾಡಬೇಕು. ರಾಸಾಯನಿಕ ಗೊಬ್ಬರ ಮಿತವಾಗಿ ಬಳಸಬೇಕು. ಹನಿ ನೀರಾವರಿ ಪದ್ಧತಿ ಅಳವಡಿಸಿಕೊಳ್ಳಬೇಕು ಎಂದು ಸಲಹೆ ನೀಡಿದರು.	[632, 1336, 772, 1367]
bus-protest-photo	[716, 956, 918, 1026]
max-temp-value: 28	[480, 14, 508, 38]
traffic-col-2: ದಂಡ ಪಾವತಿಸಲು ಹತ್ತಿರದ ಸಂಚಾರ ಪೊಲೀಸ್ ಠಾಣೆ, ಕರ್ನಾಟಕ ಒನ್ ಕೇಂದ್ರ ಹಾಗೂ ಬೆಂಗಳೂರು ಒನ್ ಕೇಂದ್ರಗಳಲ್ಲಿ ಅವಕಾಶ ಕಲ್ಪಿಸಲಾಗಿದೆ. ಪೇಟಿಎಂ ಮೂಲಕವೂ ಆನ್‌ಲೈನ್‌ನಲ್ಲಿ ಪಾವತಿಸಬಹುದು ಎಂದು ಜಿಲ್ಲಾ ಪೊಲೀಸ್ ವರಿಷ್ಠಾಧಿಕಾರಿ ಪ್ರಕಟಣೆಯಲ್ಲಿ ತಿಳಿಸಿದ್ದಾರೆ. ಸಾರ್ವಜನಿಕರು ಈ ಅವಕಾಶ ಸದುಪಯೋಗಪಡಿಸಿಕೊಳ್ಳಬೇಕು.	[512, 92, 594, 163]
sports-col-1: ದಾವಣಗೆರೆ: ಕ್ರೀಡಾಪಟುಗಳಿಗೆ ಸರ್ಕಾರಿ ಉದ್ಯೋಗ ನೇಮಕಾತಿಯಲ್ಲಿ ಮೀಸಲಾತಿ ಪ್ರಮಾಣ ಹೆಚ್ಚಿಸಬೇಕು ಎಂದು ಶಾಸಕರು ಹೇಳಿದರು. ನಗರದ ಜಿಲ್ಲಾ ಕ್ರೀಡಾಂಗಣದಲ್ಲಿ ಸೋಮವಾರ ಆಯೋಜಿಸಿದ್ದ ರಾಷ್ಟ್ರೀಯ ಕ್ರೀಡಾ ದಿನಾಚರಣೆ ಉದ್ಘಾಟಿಸಿ ಅವರು ಮಾತನಾಡಿದರು. ಗ್ರಾಮೀಣ ಭಾಗದ ಕ್ರೀಡಾಪಟುಗಳಿಗೆ ಉತ್ತಮ ಸೌಲಭ್ಯ ಕಲ್ಪಿಸಬೇಕು.	[210, 788, 304, 851]
farmers-headline: ಸರ್ಫೇಸಿ ಕಾಯ್ದೆ ಬದಲಾಯಿಸಲು ಆಗ್ರಹ	[26, 1155, 325, 1183]
page-number: ೦೩	[868, 8, 886, 27]
horticulture-kicker: ತೋಟಗಾರಿಕಾ ವಿಜ್ಞಾನ ಕೇಂದ್ರದ ಡಾ. ಗಂಗಾಧರಪ್ಪ ಬಿರಾದರ್	[480, 1136, 711, 1150]
library-day-photo	[210, 64, 416, 226]
